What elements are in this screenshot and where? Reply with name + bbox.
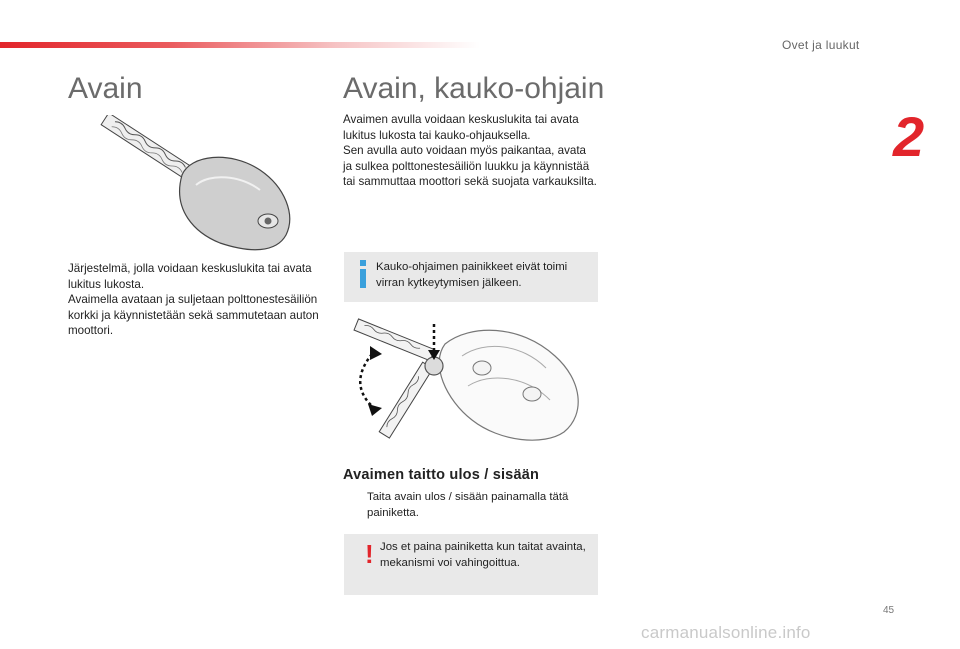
page-title-key: Avain bbox=[68, 72, 143, 105]
header-accent-bar bbox=[0, 42, 480, 48]
page-title-remote-key: Avain, kauko-ohjain bbox=[343, 72, 605, 105]
remote-key-paragraph: Sen avulla auto voidaan myös paikantaa, avata ja sulkea polttonestesäiliön luukku ja käynnistää tai sammuttaa moottori sekä suojata varkauksilta. bbox=[343, 144, 597, 188]
remote-key-description bbox=[343, 112, 598, 190]
fold-instruction bbox=[343, 490, 598, 521]
exclamation-icon: ! bbox=[365, 539, 374, 569]
warning-note-text: Jos et paina painiketta kun taitat avainta, mekanismi voi vahingoittua. bbox=[380, 541, 586, 569]
fold-instruction-text: Taita avain ulos / sisään painamalla tätä painiketta. bbox=[367, 491, 569, 519]
info-note-text: Kauko-ohjaimen painikkeet eivät toimi virran kytkeytymisen jälkeen. bbox=[376, 261, 568, 289]
page-number: 45 bbox=[883, 605, 895, 616]
chapter-number: 2 bbox=[893, 105, 925, 168]
info-note bbox=[344, 252, 598, 302]
key-description bbox=[68, 261, 328, 339]
remote-key-paragraph: Avaimen avulla voidaan keskuslukita tai avata lukitus lukosta tai kauko-ohjauksella. bbox=[343, 113, 579, 142]
key-paragraph: Avaimella avataan ja suljetaan polttonestesäiliön korkki ja käynnistetään sekä sammutetaan auton moottori. bbox=[68, 293, 319, 337]
warning-note bbox=[344, 534, 598, 595]
fold-section-heading: Avaimen taitto ulos / sisään bbox=[343, 467, 540, 483]
watermark: carmanualsonline.info bbox=[641, 623, 811, 642]
info-icon bbox=[357, 260, 369, 288]
folding-key-illustration bbox=[350, 316, 590, 446]
key-paragraph: Järjestelmä, jolla voidaan keskuslukita tai avata lukitus lukosta. bbox=[68, 262, 312, 291]
section-header: Ovet ja luukut bbox=[782, 38, 860, 52]
key-illustration bbox=[100, 115, 296, 255]
